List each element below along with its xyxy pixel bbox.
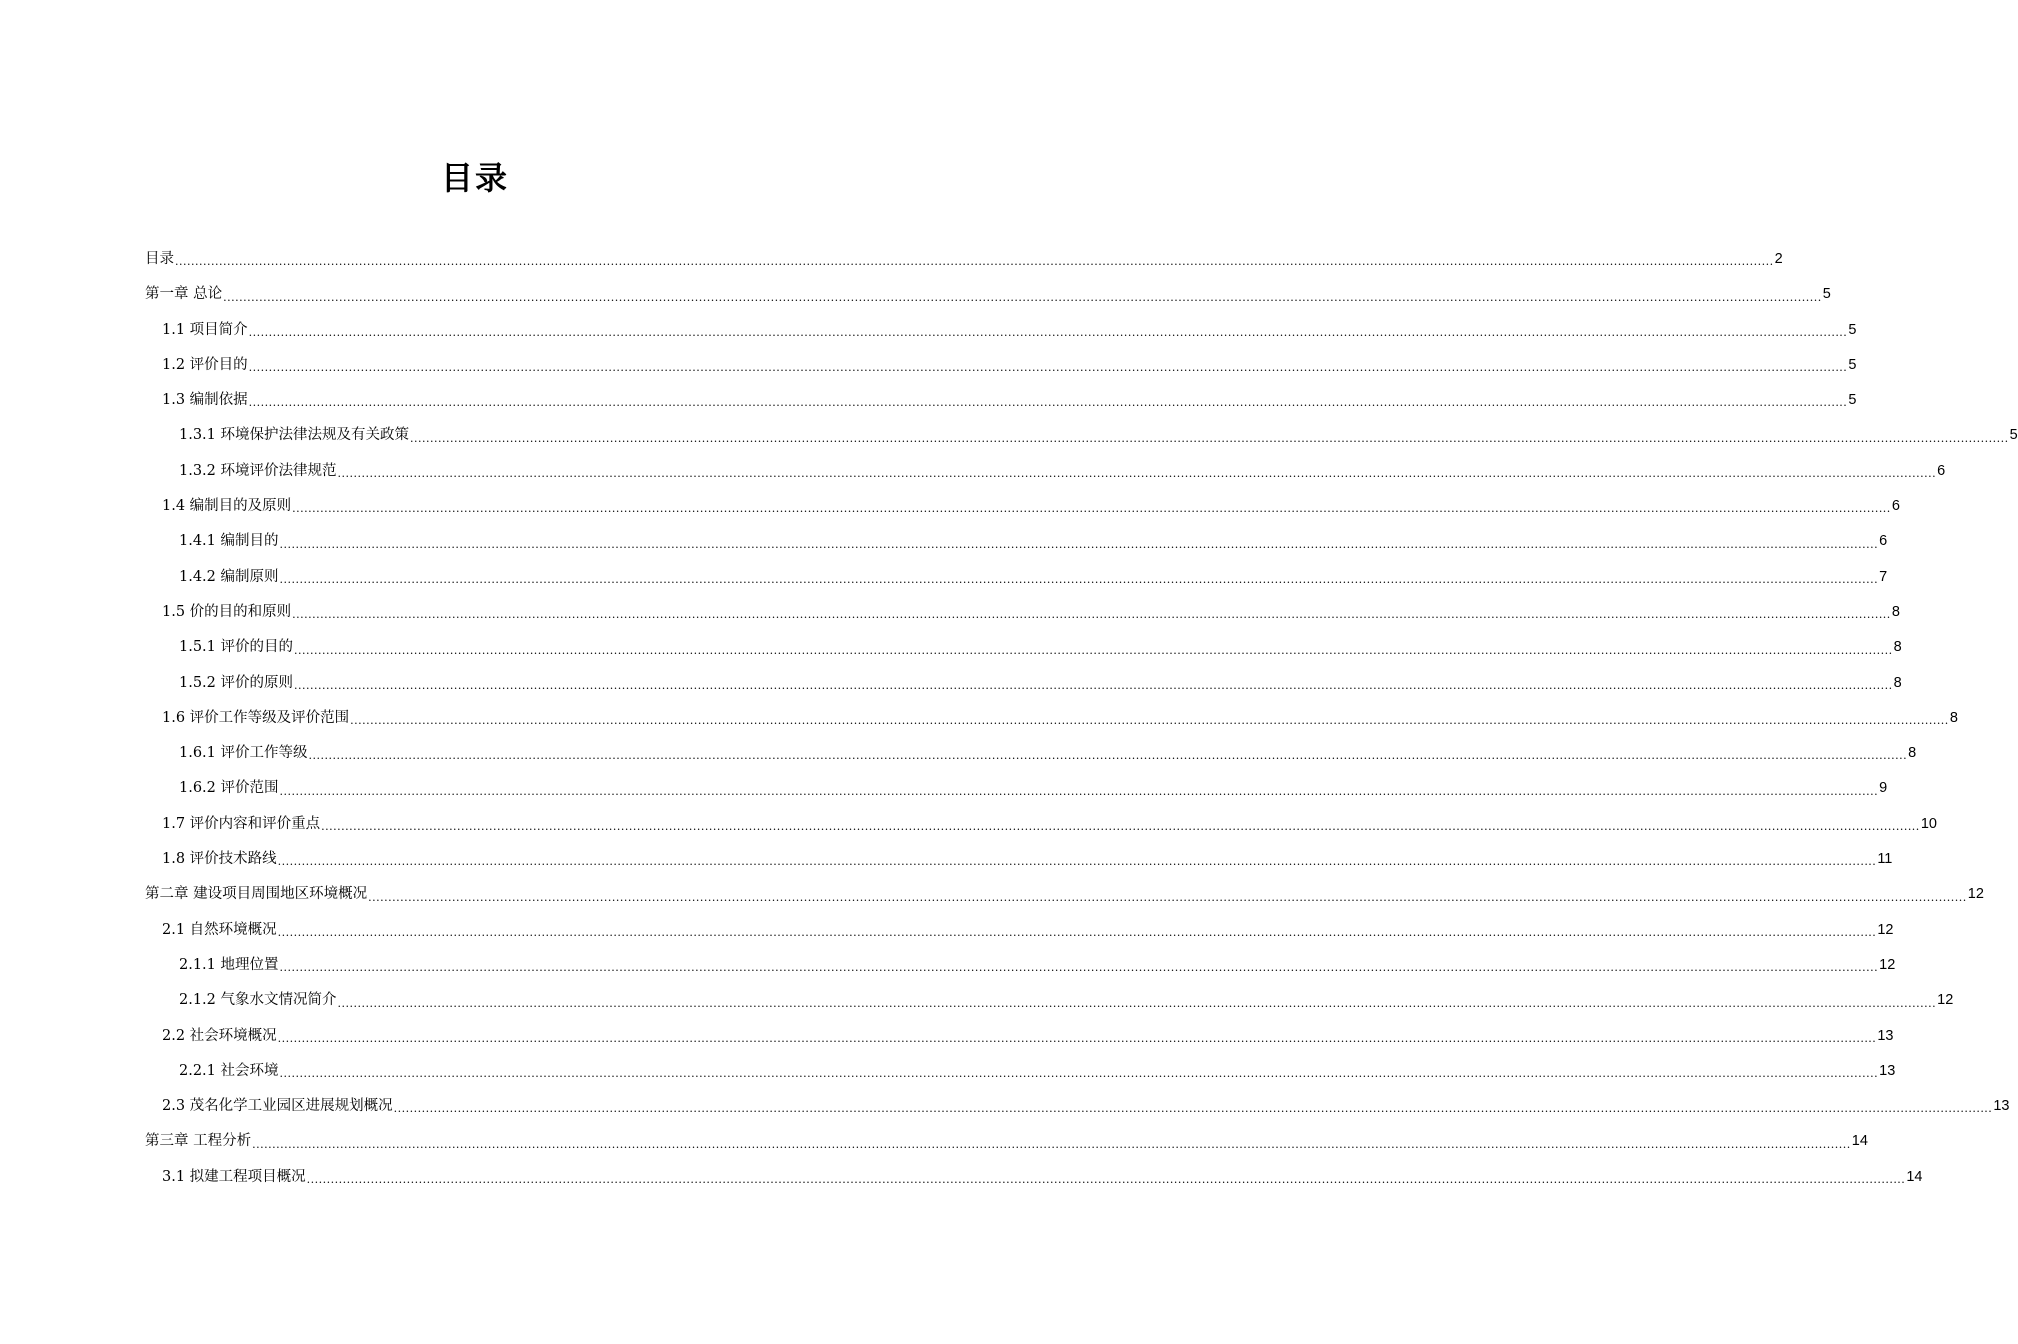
toc-entry[interactable] [145,1054,1896,1089]
toc-entry[interactable] [145,842,1893,877]
toc-dot-leader: ................................................................................................................................................................................................................................................................................................................................................................................................................ [279,1067,1879,1081]
toc-page-number: 8 [1893,639,1902,656]
toc-dot-leader: ................................................................................................................................................................................................................................................................................................................................................................................................................ [277,855,1877,869]
toc-entry[interactable] [145,277,1831,312]
table-of-contents [145,242,2018,1195]
toc-dot-leader: ................................................................................................................................................................................................................................................................................................................................................................................................................ [279,572,1879,586]
toc-page-number: 7 [1879,568,1888,585]
toc-entry[interactable] [145,1019,1894,1054]
toc-dot-leader: ................................................................................................................................................................................................................................................................................................................................................................................................................ [248,325,1848,339]
toc-dot-leader: ................................................................................................................................................................................................................................................................................................................................................................................................................ [175,255,1774,269]
toc-entry[interactable] [145,736,1917,771]
toc-entry-title: 1.3.1 环境保护法律法规及有关政策 [179,427,410,444]
toc-page-number: 14 [1851,1133,1868,1150]
toc-page-number: 14 [1906,1168,1923,1185]
toc-entry[interactable] [145,242,1783,277]
toc-entry-title: 1.4.1 编制目的 [179,533,279,550]
toc-entry[interactable] [145,807,1937,842]
toc-page-number: 11 [1877,851,1893,868]
toc-page-number: 8 [1893,674,1902,691]
toc-entry-title: 2.1 自然环境概况 [162,921,277,938]
toc-dot-leader: ................................................................................................................................................................................................................................................................................................................................................................................................................ [292,608,1891,622]
toc-entry-title: 1.5 价的目的和原则 [162,603,292,620]
toc-page-number: 13 [1993,1098,2010,1115]
toc-dot-leader: ................................................................................................................................................................................................................................................................................................................................................................................................................ [350,714,1949,728]
toc-page-number: 8 [1891,603,1900,620]
toc-entry-title: 2.1.1 地理位置 [179,956,279,973]
toc-entry[interactable] [145,524,1888,559]
toc-entry-title: 2.2 社会环境概况 [162,1027,277,1044]
toc-entry-title: 1.7 评价内容和评价重点 [162,815,321,832]
toc-entry[interactable] [145,630,1902,665]
toc-entry-title: 第三章 工程分析 [145,1133,252,1150]
toc-dot-leader: ................................................................................................................................................................................................................................................................................................................................................................................................................ [337,467,1937,481]
toc-entry[interactable] [145,771,1888,806]
toc-page-number: 13 [1877,1027,1894,1044]
toc-entry[interactable] [145,348,1857,383]
toc-entry-title: 1.8 评价技术路线 [162,851,277,868]
toc-page-number: 12 [1879,956,1896,973]
toc-page-number: 2 [1774,251,1783,267]
toc-page-number: 6 [1937,462,1946,479]
toc-entry[interactable] [145,913,1894,948]
toc-entry-title: 1.3 编制依据 [162,392,248,409]
toc-entry[interactable] [145,454,1946,489]
toc-page-number: 8 [1908,745,1917,762]
toc-page-number: 10 [1920,815,1937,832]
toc-entry[interactable] [145,948,1896,983]
toc-page-number: 12 [1877,921,1894,938]
toc-entry[interactable] [145,489,1900,524]
toc-dot-leader: ................................................................................................................................................................................................................................................................................................................................................................................................................ [279,961,1879,975]
toc-entry-title: 1.3.2 环境评价法律规范 [179,462,337,479]
toc-dot-leader: ................................................................................................................................................................................................................................................................................................................................................................................................................ [277,1031,1877,1045]
toc-entry[interactable] [145,877,1984,912]
toc-dot-leader: ................................................................................................................................................................................................................................................................................................................................................................................................................ [368,890,1967,904]
toc-entry[interactable] [145,1160,1923,1195]
toc-dot-leader: ................................................................................................................................................................................................................................................................................................................................................................................................................ [294,643,1893,657]
toc-entry-title: 1.6.2 评价范围 [179,780,279,797]
toc-dot-leader: ................................................................................................................................................................................................................................................................................................................................................................................................................ [321,820,1920,834]
toc-entry-title: 第二章 建设项目周围地区环境概况 [145,886,368,903]
toc-entry-title: 2.1.2 气象水文情况简介 [179,992,337,1009]
toc-page-number: 5 [1822,286,1831,303]
toc-entry[interactable] [145,1124,1868,1159]
toc-entry-title: 目录 [145,251,174,267]
toc-page-number: 5 [2009,427,2018,444]
toc-entry-title: 2.3 茂名化学工业园区进展规划概况 [162,1098,393,1115]
toc-dot-leader: ................................................................................................................................................................................................................................................................................................................................................................................................................ [294,678,1893,692]
toc-entry[interactable] [145,560,1888,595]
toc-entry-title: 第一章 总论 [145,286,223,303]
toc-page-number: 9 [1879,780,1888,797]
toc-page-number: 5 [1848,356,1857,373]
toc-page-number: 5 [1848,321,1857,338]
toc-page-number: 12 [1967,886,1984,903]
toc-dot-leader: ................................................................................................................................................................................................................................................................................................................................................................................................................ [279,537,1879,551]
toc-dot-leader: ................................................................................................................................................................................................................................................................................................................................................................................................................ [337,996,1937,1010]
toc-entry-title: 2.2.1 社会环境 [179,1062,279,1079]
toc-entry-title: 1.6 评价工作等级及评价范围 [162,709,350,726]
toc-page-number: 6 [1879,533,1888,550]
toc-entry-title: 1.6.1 评价工作等级 [179,745,308,762]
toc-entry-title: 1.2 评价目的 [162,356,248,373]
toc-dot-leader: ................................................................................................................................................................................................................................................................................................................................................................................................................ [248,396,1848,410]
toc-dot-leader: ................................................................................................................................................................................................................................................................................................................................................................................................................ [277,925,1877,939]
toc-dot-leader: ................................................................................................................................................................................................................................................................................................................................................................................................................ [279,784,1879,798]
toc-dot-leader: ................................................................................................................................................................................................................................................................................................................................................................................................................ [308,749,1908,763]
toc-entry-title: 1.5.1 评价的目的 [179,639,294,656]
toc-dot-leader: ................................................................................................................................................................................................................................................................................................................................................................................................................ [252,1137,1851,1151]
toc-entry[interactable] [145,383,1857,418]
toc-entry-title: 1.4.2 编制原则 [179,568,279,585]
page-title: 目录 [440,159,509,197]
toc-entry-title: 1.4 编制目的及原则 [162,498,292,515]
toc-page-number: 12 [1937,992,1954,1009]
toc-entry[interactable] [145,418,2018,453]
toc-entry[interactable] [145,595,1900,630]
toc-entry-title: 1.5.2 评价的原则 [179,674,294,691]
toc-entry[interactable] [145,666,1902,701]
toc-entry-title: 1.1 项目简介 [162,321,248,338]
toc-page-number: 8 [1949,709,1958,726]
toc-dot-leader: ................................................................................................................................................................................................................................................................................................................................................................................................................ [248,361,1848,375]
toc-entry[interactable] [145,983,1954,1018]
toc-page-number: 6 [1891,498,1900,515]
toc-dot-leader: ................................................................................................................................................................................................................................................................................................................................................................................................................ [393,1102,1993,1116]
toc-page-number: 13 [1879,1062,1896,1079]
toc-entry[interactable] [145,1089,2010,1124]
toc-entry-title: 3.1 拟建工程项目概况 [162,1168,306,1185]
toc-entry[interactable] [145,701,1958,736]
toc-page-number: 5 [1848,392,1857,409]
toc-dot-leader: ................................................................................................................................................................................................................................................................................................................................................................................................................ [223,290,1822,304]
toc-dot-leader: ................................................................................................................................................................................................................................................................................................................................................................................................................ [306,1173,1906,1187]
toc-dot-leader: ................................................................................................................................................................................................................................................................................................................................................................................................................ [410,431,2009,445]
toc-entry[interactable] [145,313,1857,348]
toc-dot-leader: ................................................................................................................................................................................................................................................................................................................................................................................................................ [292,502,1891,516]
